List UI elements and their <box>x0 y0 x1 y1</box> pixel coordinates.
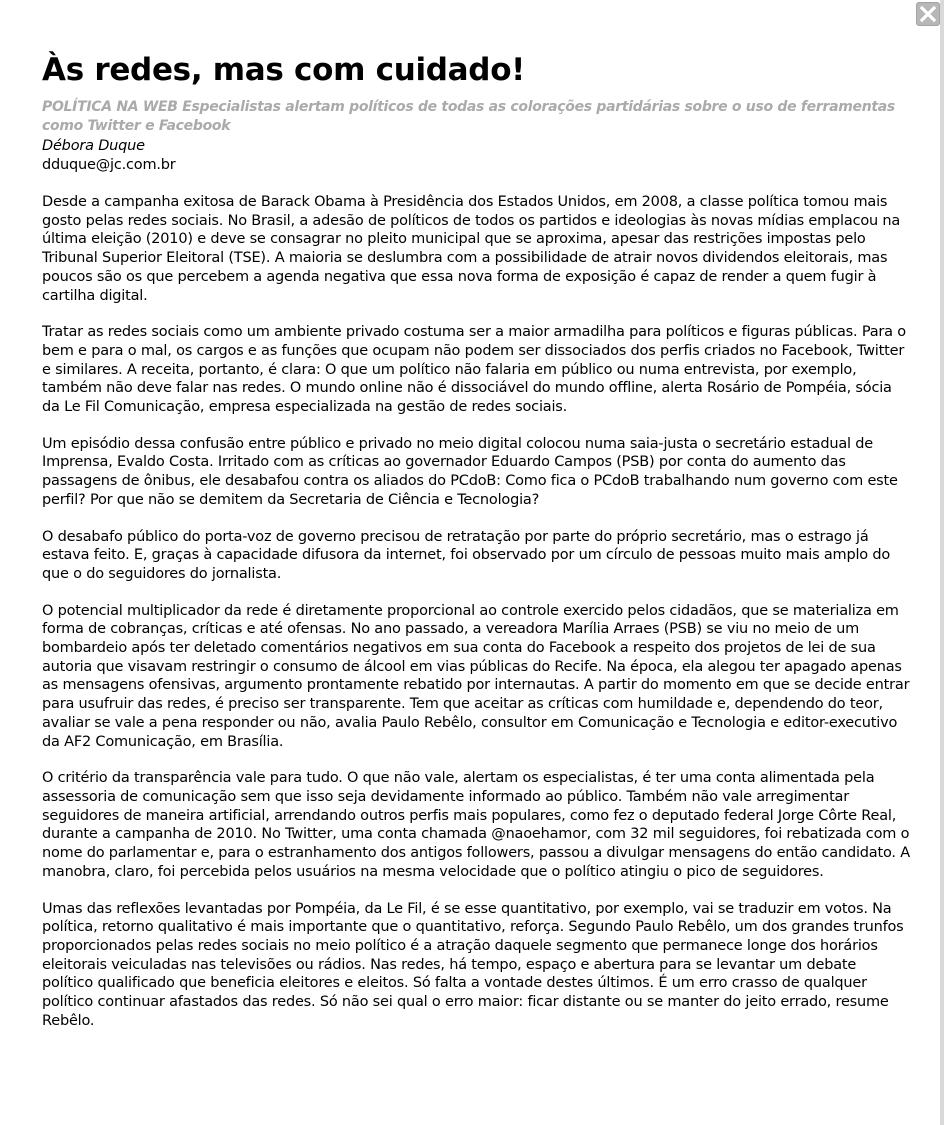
author-email: dduque@jc.com.br <box>42 157 176 173</box>
article-paragraph: Um episódio dessa confusão entre público e privado no meio digital colocou numa saia-justa o secretário estadual de Imprensa, Evaldo Costa. Irritado com as críticas ao governador Eduardo Campos (PSB) por conta do aumento das passagens de ônibus, ele desabafou contra os aliados do PCdoB: Como fica o PCdoB trabalhando num governo com este perfil? Por que não se demitem da Secretaria de Ciência e Tecnologia? <box>42 435 898 508</box>
close-button[interactable] <box>916 2 940 26</box>
article-title: Às redes, mas com cuidado! <box>42 52 526 88</box>
article-paragraph: O critério da transparência vale para tudo. O que não vale, alertam os especialistas, é ter uma conta alimentada pela assessoria de comunicação sem que isso seja devidamente informado ao público. Também não vale arregimentar seguidores de maneira artificial, arrendando outros perfis mais populares, como fez o deputado federal Jorge Côrte Real, durante a campanha de 2010. No Twitter, uma conta chamada @naoehamor, com 32 mil seguidores, foi rebatizada com o nome do parlamentar e, para o estranhamento dos antigos followers, passou a divulgar mensagens do então candidato. A manobra, claro, foi percebida pelos usuários na mesma velocidade que o político atingiu o pico de seguidores. <box>42 770 910 880</box>
article <box>42 50 910 1048</box>
article-paragraph: O potencial multiplicador da rede é diretamente proporcional ao controle exercido pelos cidadãos, que se materializa em forma de cobranças, críticas e até ofensas. No ano passado, a vereadora Marília Arraes (PSB) se viu no meio de um bombardeio após ter deletado comentários negativos em sua conta do Facebook a respeito dos projetos de lei de sua autoria que visavam restringir o consumo de álcool em vias públicas do Recife. Na época, ela alegou ter apagado apenas as mensagens ofensivas, argumento prontamente rebatido por internautas. A partir do momento em que se decide entrar para usufruir das redes, é preciso ser transparente. Tem que aceitar as críticas com humildade e, dependendo do teor, avaliar se vale a pena responder ou não, avalia Paulo Rebêlo, consultor em Comunicação e Tecnologia e editor-executivo da AF2 Comunicação, em Brasília. <box>42 602 910 750</box>
article-subtitle: POLÍTICA NA WEB Especialistas alertam políticos de todas as colorações partidárias sobre o uso de ferramentas como Twitter e Facebook <box>42 99 895 134</box>
close-icon <box>917 3 939 25</box>
article-paragraph: Umas das reflexões levantadas por Pompéia, da Le Fil, é se esse quantitativo, por exemplo, vai se traduzir em votos. Na política, retorno qualitativo é mais importante que o quantitativo, reforça. Segundo Paulo Rebêlo, um dos grandes trunfos proporcionados pelas redes sociais no meio político é a atração daquele segmento que permanece longe dos horários eleitorais veiculadas nas televisões ou rádios. Nas redes, há tempo, espaço e abertura para se levantar um debate político qualificado que beneficia eleitores e eleitos. Só falta a vontade destes últimos. É um erro crasso de qualquer político continuar afastados das redes. Só não sei qual o erro maior: ficar distante ou se manter do jeito errado, resume Rebêlo. <box>42 900 904 1029</box>
article-paragraph: Desde a campanha exitosa de Barack Obama à Presidência dos Estados Unidos, em 2008, a classe política tomou mais gosto pelas redes sociais. No Brasil, a adesão de políticos de todos os partidos e ideologias às novas mídias emplacou na última eleição (2010) e deve se consagrar no pleito municipal que se aproxima, apesar das restrições impostas pelo Tribunal Superior Eleitoral (TSE). A maioria se deslumbra com a possibilidade de atrair novos dividendos eleitorais, mas poucos são os que percebem a agenda negativa que essa nova forma de exposição é capaz de render a quem fugir à cartilha digital. <box>42 194 901 304</box>
article-author: Débora Duque <box>42 138 145 154</box>
article-paragraph: Tratar as redes sociais como um ambiente privado costuma ser a maior armadilha para políticos e figuras públicas. Para o bem e para o mal, os cargos e as funções que ocupam não podem ser dissociados dos perfis criados no Facebook, Twitter e similares. A receita, portanto, é clara: O que um político não falaria em público ou numa entrevista, por exemplo, também não deve falar nas redes. O mundo online não é dissociável do mundo offline, alerta Rosário de Pompéia, sócia da Le Fil Comunicação, empresa especializada na gestão de redes sociais. <box>42 324 906 416</box>
window-edge <box>940 0 944 1125</box>
article-paragraph: O desabafo público do porta-voz de governo precisou de retratação por parte do próprio secretário, mas o estrago já estava feito. E, graças à capacidade difusora da internet, foi observado por um círculo de pessoas muito mais amplo do que o do seguidores do jornalista. <box>42 528 891 582</box>
